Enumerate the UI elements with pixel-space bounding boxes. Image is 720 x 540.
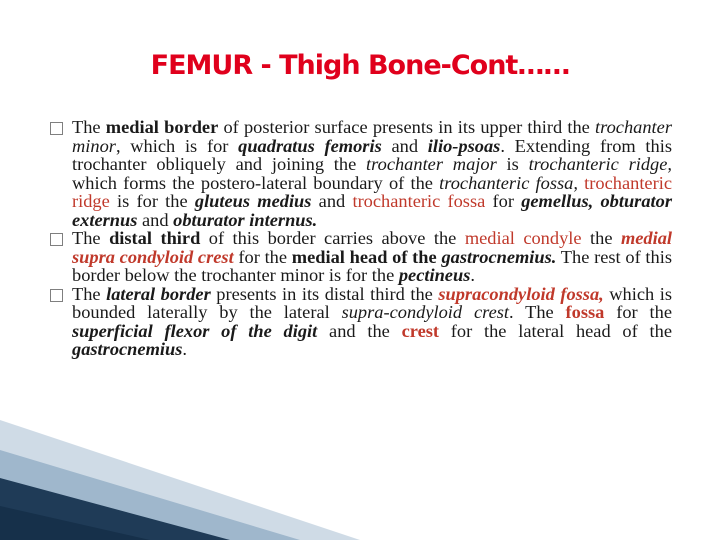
text-run: The	[72, 228, 110, 248]
text-run: pectineus	[398, 265, 471, 285]
text-run: The rest of this border below the trochanter minor is for the	[72, 246, 672, 285]
text-run: medial head of the	[291, 246, 437, 267]
slide-title: FEMUR - Thigh Bone-Cont……	[150, 50, 570, 81]
text-run: crest	[401, 320, 440, 341]
text-run: trochanter major	[366, 154, 497, 174]
text-run: gluteus medius	[194, 191, 312, 211]
slide-body	[50, 118, 672, 359]
text-run: superficial flexor of the digit	[72, 320, 318, 341]
text-run: trochanteric fossa,	[439, 172, 578, 193]
text-run: The	[72, 117, 106, 137]
text-run: is	[496, 154, 529, 174]
text-run: medial supra condyloid crest	[72, 228, 673, 267]
text-run: gastrocnemius.	[441, 246, 557, 267]
text-run: for the	[604, 302, 672, 322]
text-run: and	[311, 191, 353, 211]
text-run: .	[182, 339, 187, 359]
text-run: , which is for	[115, 135, 239, 156]
checkbox-bullet-icon	[50, 122, 63, 135]
text-run: trochanteric ridge,	[528, 154, 672, 174]
text-run: gastrocnemius	[72, 339, 183, 359]
text-run: .	[470, 265, 475, 285]
text-run: is for the	[109, 191, 195, 211]
text-run: ilio-psoas	[427, 135, 501, 156]
text-run: for the	[233, 246, 292, 267]
text-run: lateral border	[106, 283, 211, 304]
text-run: The	[72, 283, 107, 304]
corner-decoration	[0, 420, 360, 540]
text-run: trochanteric ridge	[72, 172, 672, 211]
text-run: of posterior surface presents in its upper third the	[218, 117, 596, 137]
text-run: of this border carries above the	[200, 228, 465, 248]
text-run: . Extending from this trochanter obliquely and joining the	[72, 135, 673, 174]
text-run: for the lateral head of the	[439, 320, 672, 341]
text-run: for	[485, 191, 522, 211]
text-run: the	[581, 228, 621, 248]
text-run: fossa	[565, 302, 605, 322]
text-run: distal third	[109, 228, 201, 248]
text-run: quadratus femoris	[238, 135, 382, 156]
checkbox-bullet-icon	[50, 233, 63, 246]
text-run: supracondyloid fossa,	[438, 283, 604, 304]
text-run: obturator externus	[72, 191, 672, 230]
checkbox-bullet-icon	[50, 289, 63, 302]
text-run: gemellus,	[521, 191, 594, 211]
text-run: obturator internus.	[173, 209, 318, 230]
bullet-paragraph	[50, 285, 672, 359]
text-run: . The	[509, 302, 566, 322]
text-run: medial border	[105, 117, 219, 137]
text-run: supra-condyloid crest	[341, 302, 510, 322]
bullet-paragraph	[50, 229, 672, 285]
text-run: and	[381, 135, 428, 156]
bullet-paragraph	[50, 118, 672, 229]
text-run: and	[137, 209, 174, 230]
text-run: and the	[317, 320, 402, 341]
text-run: medial condyle	[464, 228, 582, 248]
text-run: which is bounded laterally by the lateral	[72, 283, 673, 322]
text-run: trochanteric fossa	[352, 191, 486, 211]
text-run: trochanter minor	[72, 117, 672, 156]
text-run: which forms the postero-lateral boundary of the	[72, 172, 440, 193]
text-run: presents in its distal third the	[210, 283, 439, 304]
